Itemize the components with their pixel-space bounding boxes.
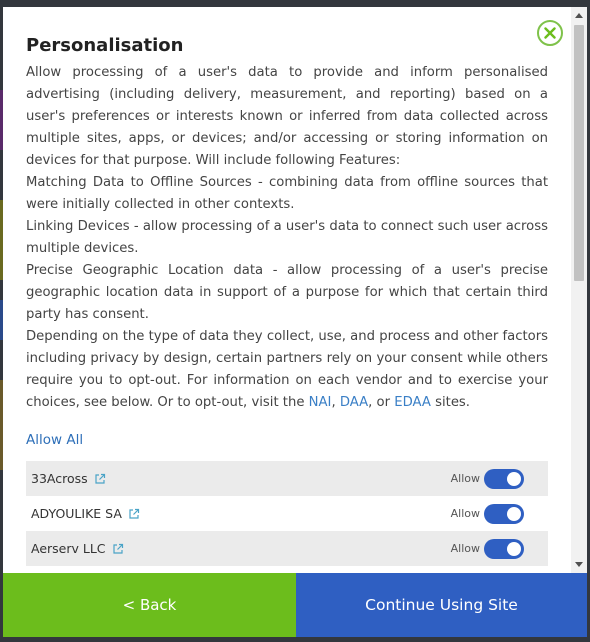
vendor-row (26, 496, 548, 531)
allow-label: Allow (450, 542, 480, 555)
vendor-name-wrap (31, 506, 140, 521)
description-text: sites. (430, 395, 470, 410)
description-paragraph: Matching Data to Offline Sources - combining data from offline sources that were initially collected in other contexts. (26, 175, 548, 212)
external-link-icon[interactable] (94, 473, 106, 485)
consent-modal (3, 7, 587, 637)
vendor-allow-control (451, 504, 524, 524)
daa-link[interactable]: DAA (339, 395, 369, 410)
close-icon (544, 27, 556, 39)
external-link-icon[interactable] (128, 508, 140, 520)
external-link-icon[interactable] (112, 543, 124, 555)
modal-footer (3, 573, 587, 637)
toggle-knob (507, 542, 521, 556)
purpose-description (26, 62, 548, 414)
allow-all-link[interactable]: Allow All (26, 432, 84, 448)
vendor-row (26, 531, 548, 566)
allow-label: Allow (450, 472, 480, 485)
allow-label: Allow (450, 507, 480, 520)
allow-toggle[interactable] (484, 539, 524, 559)
scroll-up-arrow-icon[interactable] (575, 13, 583, 18)
back-button[interactable]: < Back (3, 573, 296, 637)
modal-scroll-area[interactable] (3, 7, 571, 573)
description-paragraph: Precise Geographic Location data - allow processing of a user's precise geographic location data in support of a purpose for which that certain third party has consent. (26, 263, 548, 322)
allow-toggle[interactable] (484, 469, 524, 489)
description-text: Depending on the type of data they collect, use, and process and other factors including privacy by design, certain partners rely on your consent while others require you to opt-out. For information on each vendor and to exercise your choices, see below. Or to opt-out, visit the (26, 329, 548, 410)
scroll-down-arrow-icon[interactable] (575, 562, 583, 567)
description-paragraph (26, 326, 548, 414)
description-paragraph: Allow processing of a user's data to provide and inform personalised advertising (including delivery, measurement, and reporting) based on a user's preferences or interests known or inferred from data collected across multiple sites, apps, or devices; and/or accessing or storing information on devices for that purpose. Will include following Features: (26, 65, 548, 168)
vendor-row (26, 461, 548, 496)
vendor-name-wrap (31, 541, 124, 556)
separator-text: , or (368, 395, 395, 410)
vendor-name: 33Across (31, 471, 88, 486)
separator-text: , (331, 395, 340, 410)
vendor-allow-control (451, 539, 524, 559)
nai-link[interactable]: NAI (308, 395, 332, 410)
vendor-name: Aerserv LLC (31, 541, 106, 556)
description-paragraph: Linking Devices - allow processing of a user's data to connect such user across multiple devices. (26, 219, 548, 256)
edaa-link[interactable]: EDAA (394, 395, 431, 410)
modal-title: Personalisation (26, 35, 184, 56)
allow-toggle[interactable] (484, 504, 524, 524)
vendor-allow-control (451, 469, 524, 489)
continue-using-site-button[interactable]: Continue Using Site (296, 573, 587, 637)
toggle-knob (507, 472, 521, 486)
vendor-name: ADYOULIKE SA (31, 506, 122, 521)
vendor-name-wrap (31, 471, 106, 486)
toggle-knob (507, 507, 521, 521)
vendor-list (26, 461, 548, 566)
close-button[interactable] (537, 20, 563, 46)
vertical-scrollbar[interactable] (571, 7, 587, 573)
scrollbar-thumb[interactable] (574, 25, 584, 281)
